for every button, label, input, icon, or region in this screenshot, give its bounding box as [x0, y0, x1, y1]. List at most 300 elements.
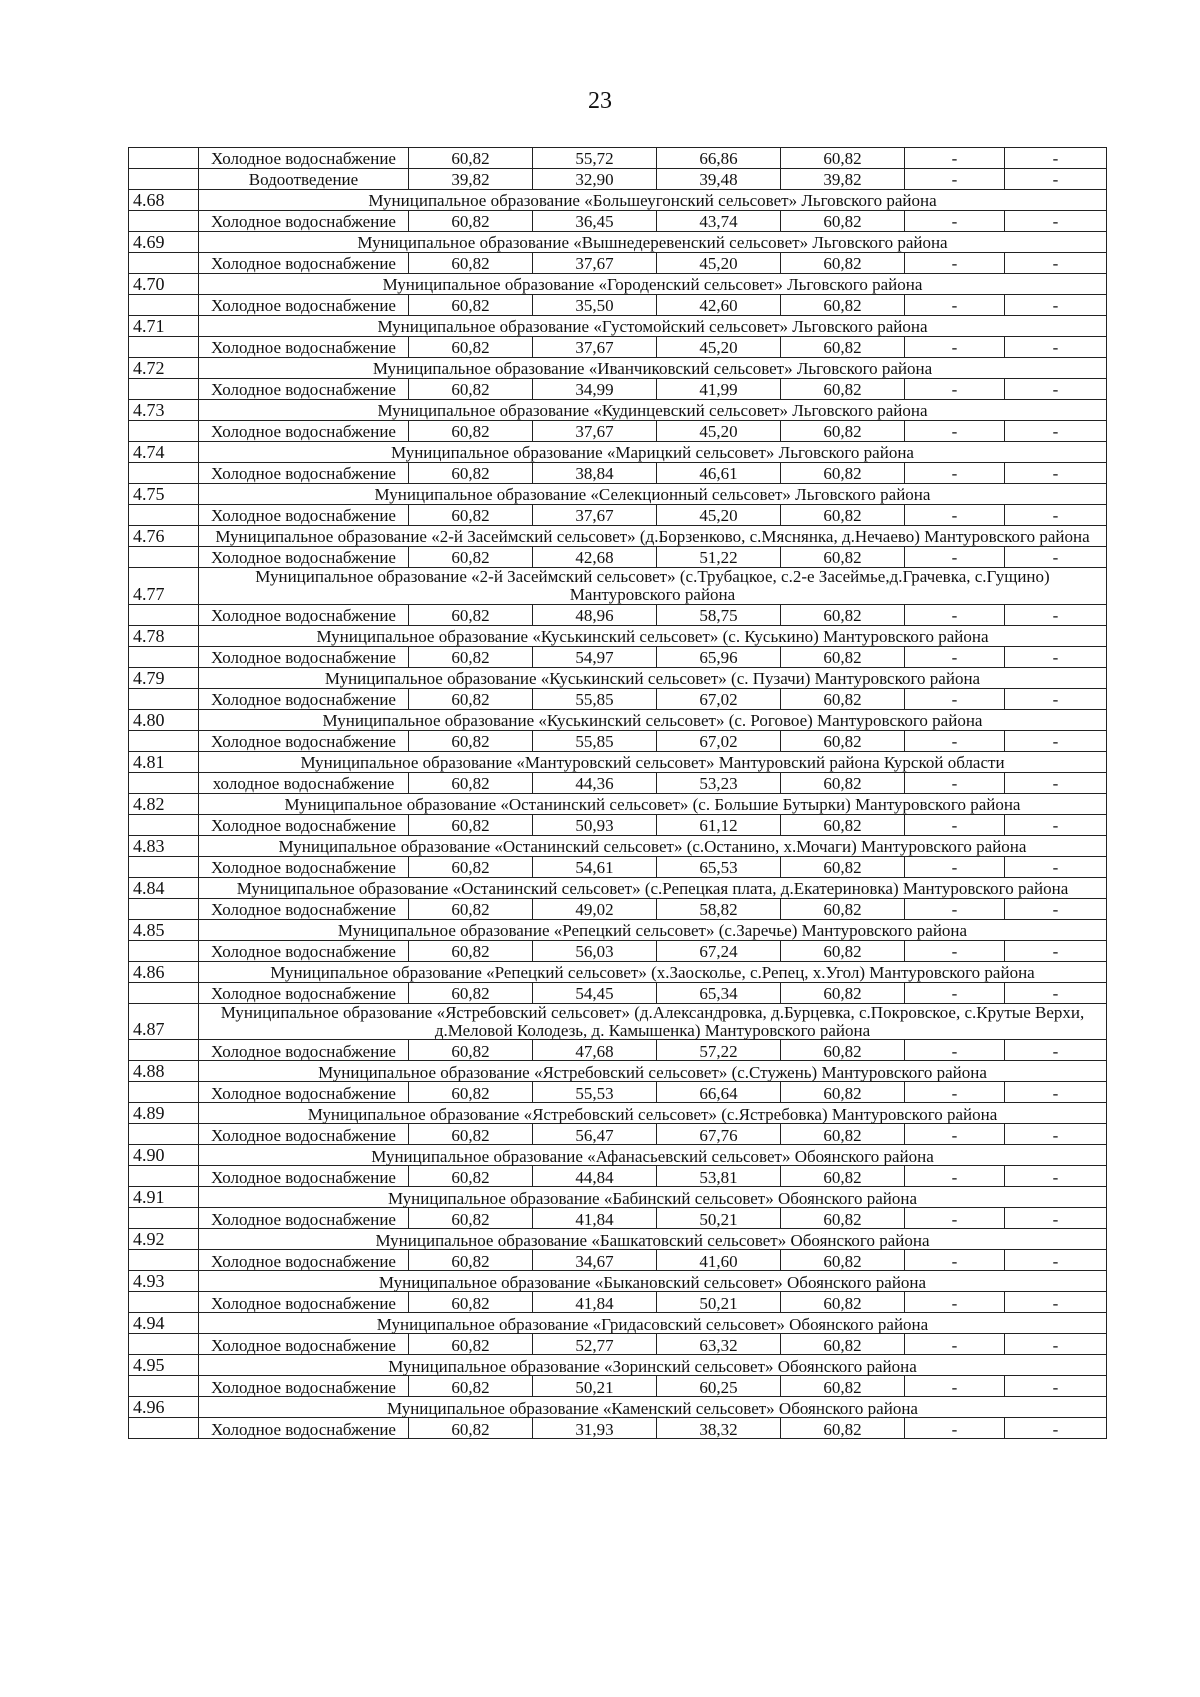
service-label: Холодное водоснабжение [199, 1208, 409, 1229]
service-label: Холодное водоснабжение [199, 1082, 409, 1103]
section-row [129, 190, 1107, 211]
tariff-value: 60,82 [781, 148, 905, 169]
empty-value: - [905, 982, 1005, 1003]
empty-value: - [1005, 1250, 1107, 1271]
row-number: 4.85 [129, 919, 199, 940]
empty-value: - [1005, 688, 1107, 709]
tariff-value: 37,67 [533, 337, 657, 358]
row-number: 4.70 [129, 274, 199, 295]
tariff-value: 41,84 [533, 1208, 657, 1229]
service-row [129, 463, 1107, 484]
tariff-value: 60,82 [409, 940, 533, 961]
empty-value: - [1005, 772, 1107, 793]
tariff-value: 67,24 [657, 940, 781, 961]
section-title: Муниципальное образование «Афанасьевский сельсовет» Обоянского района [199, 1145, 1107, 1166]
tariff-value: 47,68 [533, 1040, 657, 1061]
empty-value: - [1005, 169, 1107, 190]
row-number [129, 169, 199, 190]
section-title: Муниципальное образование «Большеугонский сельсовет» Льговского района [199, 190, 1107, 211]
tariff-value: 60,82 [781, 1166, 905, 1187]
service-label: Холодное водоснабжение [199, 379, 409, 400]
tariff-value: 54,45 [533, 982, 657, 1003]
empty-value: - [905, 505, 1005, 526]
service-label: Холодное водоснабжение [199, 898, 409, 919]
tariff-value: 50,21 [657, 1292, 781, 1313]
tariff-value: 65,34 [657, 982, 781, 1003]
row-number [129, 772, 199, 793]
empty-value: - [905, 379, 1005, 400]
section-title: Муниципальное образование «Куськинский сельсовет» (с. Пузачи) Мантуровского района [199, 667, 1107, 688]
empty-value: - [905, 211, 1005, 232]
section-row [129, 1003, 1107, 1040]
tariff-value: 60,82 [409, 856, 533, 877]
tariff-value: 60,82 [409, 547, 533, 568]
tariff-value: 60,82 [781, 856, 905, 877]
tariff-value: 48,96 [533, 604, 657, 625]
tariff-value: 60,82 [781, 505, 905, 526]
section-title: Муниципальное образование «Каменский сельсовет» Обоянского района [199, 1397, 1107, 1418]
row-number: 4.80 [129, 709, 199, 730]
service-label: Холодное водоснабжение [199, 421, 409, 442]
tariff-value: 66,64 [657, 1082, 781, 1103]
row-number: 4.82 [129, 793, 199, 814]
row-number: 4.72 [129, 358, 199, 379]
tariff-value: 37,67 [533, 421, 657, 442]
row-number: 4.73 [129, 400, 199, 421]
service-row [129, 688, 1107, 709]
row-number [129, 604, 199, 625]
empty-value: - [905, 1166, 1005, 1187]
service-label: Холодное водоснабжение [199, 856, 409, 877]
section-title: Муниципальное образование «Останинский сельсовет» (с.Останино, х.Мочаги) Мантуровского района [199, 835, 1107, 856]
table-body [129, 148, 1107, 1439]
tariff-value: 60,82 [781, 1292, 905, 1313]
service-row [129, 1208, 1107, 1229]
service-label: Холодное водоснабжение [199, 688, 409, 709]
row-number [129, 505, 199, 526]
tariff-value: 61,12 [657, 814, 781, 835]
row-number [129, 148, 199, 169]
tariff-value: 56,47 [533, 1124, 657, 1145]
tariff-value: 45,20 [657, 337, 781, 358]
tariff-value: 52,77 [533, 1334, 657, 1355]
empty-value: - [905, 772, 1005, 793]
tariff-value: 41,60 [657, 1250, 781, 1271]
row-number: 4.81 [129, 751, 199, 772]
service-row [129, 1166, 1107, 1187]
row-number [129, 1292, 199, 1313]
tariff-value: 60,82 [409, 1250, 533, 1271]
tariff-value: 58,75 [657, 604, 781, 625]
tariff-value: 60,82 [409, 337, 533, 358]
section-row [129, 400, 1107, 421]
service-row [129, 982, 1107, 1003]
empty-value: - [1005, 1334, 1107, 1355]
row-number [129, 1250, 199, 1271]
tariff-value: 60,82 [409, 730, 533, 751]
service-label: Холодное водоснабжение [199, 463, 409, 484]
empty-value: - [1005, 1208, 1107, 1229]
tariff-value: 37,67 [533, 505, 657, 526]
service-label: Холодное водоснабжение [199, 337, 409, 358]
tariff-value: 60,82 [409, 646, 533, 667]
tariff-value: 67,76 [657, 1124, 781, 1145]
service-row [129, 814, 1107, 835]
tariff-value: 53,23 [657, 772, 781, 793]
service-row [129, 295, 1107, 316]
tariff-value: 60,82 [781, 463, 905, 484]
service-row [129, 1040, 1107, 1061]
service-label: Холодное водоснабжение [199, 814, 409, 835]
tariff-value: 54,97 [533, 646, 657, 667]
section-title: Муниципальное образование «Густомойский сельсовет» Льговского района [199, 316, 1107, 337]
tariff-value: 60,82 [409, 1292, 533, 1313]
row-number: 4.87 [129, 1003, 199, 1040]
tariff-value: 38,84 [533, 463, 657, 484]
tariff-value: 58,82 [657, 898, 781, 919]
tariff-value: 60,82 [781, 772, 905, 793]
tariff-value: 60,82 [781, 547, 905, 568]
tariff-value: 66,86 [657, 148, 781, 169]
row-number [129, 1334, 199, 1355]
tariff-value: 50,21 [533, 1376, 657, 1397]
tariff-value: 60,82 [409, 814, 533, 835]
service-label: Холодное водоснабжение [199, 1292, 409, 1313]
tariff-value: 37,67 [533, 253, 657, 274]
row-number: 4.77 [129, 568, 199, 605]
page-number: 23 [588, 88, 612, 114]
empty-value: - [1005, 1040, 1107, 1061]
row-number: 4.83 [129, 835, 199, 856]
tariff-value: 56,03 [533, 940, 657, 961]
tariff-value: 60,82 [409, 1166, 533, 1187]
tariff-value: 60,82 [781, 982, 905, 1003]
row-number [129, 547, 199, 568]
service-row [129, 1082, 1107, 1103]
row-number: 4.95 [129, 1355, 199, 1376]
service-label: Холодное водоснабжение [199, 604, 409, 625]
empty-value: - [1005, 547, 1107, 568]
empty-value: - [1005, 253, 1107, 274]
row-number: 4.69 [129, 232, 199, 253]
empty-value: - [1005, 1124, 1107, 1145]
empty-value: - [1005, 1418, 1107, 1439]
empty-value: - [905, 463, 1005, 484]
tariff-value: 60,82 [781, 814, 905, 835]
tariff-value: 38,32 [657, 1418, 781, 1439]
tariff-value: 45,20 [657, 253, 781, 274]
section-row [129, 1355, 1107, 1376]
tariff-value: 60,82 [409, 1040, 533, 1061]
row-number [129, 463, 199, 484]
section-row [129, 793, 1107, 814]
tariff-value: 54,61 [533, 856, 657, 877]
service-row [129, 253, 1107, 274]
empty-value: - [905, 1376, 1005, 1397]
section-title: Муниципальное образование «Мантуровский сельсовет» Мантуровский района Курской области [199, 751, 1107, 772]
section-title: Муниципальное образование «2-й Засеймский сельсовет» (с.Трубацкое, с.2-е Засеймье,д.Грачевка, с.Гущино) Мантуровского района [199, 568, 1107, 605]
empty-value: - [905, 1334, 1005, 1355]
row-number [129, 898, 199, 919]
service-label: Холодное водоснабжение [199, 1124, 409, 1145]
empty-value: - [1005, 646, 1107, 667]
tariff-value: 39,82 [409, 169, 533, 190]
row-number: 4.79 [129, 667, 199, 688]
tariff-value: 60,82 [409, 982, 533, 1003]
service-label: Холодное водоснабжение [199, 547, 409, 568]
section-row [129, 232, 1107, 253]
section-row [129, 1061, 1107, 1082]
empty-value: - [905, 169, 1005, 190]
service-label: Холодное водоснабжение [199, 1418, 409, 1439]
tariff-value: 55,53 [533, 1082, 657, 1103]
row-number: 4.92 [129, 1229, 199, 1250]
tariff-value: 60,82 [781, 1376, 905, 1397]
service-label: Холодное водоснабжение [199, 982, 409, 1003]
section-title: Муниципальное образование «Селекционный сельсовет» Льговского района [199, 484, 1107, 505]
tariff-value: 65,53 [657, 856, 781, 877]
tariff-value: 60,82 [409, 1208, 533, 1229]
tariff-value: 55,72 [533, 148, 657, 169]
row-number [129, 688, 199, 709]
tariff-value: 60,82 [781, 646, 905, 667]
service-row [129, 1124, 1107, 1145]
section-row [129, 316, 1107, 337]
tariff-value: 60,82 [781, 1208, 905, 1229]
row-number: 4.89 [129, 1103, 199, 1124]
section-title: Муниципальное образование «Иванчиковский сельсовет» Льговского района [199, 358, 1107, 379]
service-label: Холодное водоснабжение [199, 1166, 409, 1187]
tariff-value: 34,67 [533, 1250, 657, 1271]
row-number: 4.75 [129, 484, 199, 505]
section-title: Муниципальное образование «Кудинцевский сельсовет» Льговского района [199, 400, 1107, 421]
tariff-value: 41,84 [533, 1292, 657, 1313]
row-number [129, 337, 199, 358]
service-label: Холодное водоснабжение [199, 253, 409, 274]
empty-value: - [905, 421, 1005, 442]
empty-value: - [1005, 856, 1107, 877]
section-row [129, 1145, 1107, 1166]
row-number: 4.94 [129, 1313, 199, 1334]
section-title: Муниципальное образование «Быкановский сельсовет» Обоянского района [199, 1271, 1107, 1292]
row-number: 4.90 [129, 1145, 199, 1166]
tariff-value: 60,82 [781, 421, 905, 442]
section-title: Муниципальное образование «Марицкий сельсовет» Льговского района [199, 442, 1107, 463]
section-title: Муниципальное образование «Городенский сельсовет» Льговского района [199, 274, 1107, 295]
tariff-value: 50,21 [657, 1208, 781, 1229]
service-row [129, 421, 1107, 442]
empty-value: - [1005, 1376, 1107, 1397]
row-number [129, 982, 199, 1003]
tariff-value: 60,82 [409, 1124, 533, 1145]
service-row [129, 940, 1107, 961]
service-row [129, 547, 1107, 568]
tariff-value: 44,84 [533, 1166, 657, 1187]
tariff-value: 60,82 [409, 1376, 533, 1397]
row-number [129, 253, 199, 274]
tariff-value: 45,20 [657, 505, 781, 526]
tariff-value: 60,82 [409, 604, 533, 625]
row-number [129, 1376, 199, 1397]
empty-value: - [905, 295, 1005, 316]
row-number [129, 421, 199, 442]
section-row [129, 1397, 1107, 1418]
tariff-value: 60,82 [409, 253, 533, 274]
row-number [129, 1124, 199, 1145]
empty-value: - [905, 898, 1005, 919]
empty-value: - [905, 1250, 1005, 1271]
row-number [129, 211, 199, 232]
row-number: 4.88 [129, 1061, 199, 1082]
section-title: Муниципальное образование «2-й Засеймский сельсовет» (д.Борзенково, с.Мяснянка, д.Нечаево) Мантуровского района [199, 526, 1107, 547]
row-number: 4.84 [129, 877, 199, 898]
section-title: Муниципальное образование «Репецкий сельсовет» (с.Заречье) Мантуровского района [199, 919, 1107, 940]
row-number: 4.76 [129, 526, 199, 547]
tariff-value: 60,82 [781, 1040, 905, 1061]
section-row [129, 961, 1107, 982]
section-row [129, 667, 1107, 688]
service-row [129, 1292, 1107, 1313]
service-row [129, 1376, 1107, 1397]
section-row [129, 709, 1107, 730]
empty-value: - [1005, 940, 1107, 961]
empty-value: - [905, 856, 1005, 877]
tariff-value: 43,74 [657, 211, 781, 232]
section-title: Муниципальное образование «Ястребовский сельсовет» (с.Ястребовка) Мантуровского района [199, 1103, 1107, 1124]
tariff-value: 57,22 [657, 1040, 781, 1061]
tariff-value: 60,82 [409, 463, 533, 484]
service-row [129, 337, 1107, 358]
tariff-value: 60,82 [409, 211, 533, 232]
service-row [129, 211, 1107, 232]
tariff-value: 60,82 [781, 1124, 905, 1145]
row-number: 4.93 [129, 1271, 199, 1292]
section-row [129, 835, 1107, 856]
empty-value: - [905, 547, 1005, 568]
row-number [129, 1166, 199, 1187]
tariff-value: 50,93 [533, 814, 657, 835]
empty-value: - [905, 688, 1005, 709]
section-row [129, 1313, 1107, 1334]
tariff-value: 60,82 [409, 295, 533, 316]
service-row [129, 730, 1107, 751]
row-number [129, 646, 199, 667]
section-title: Муниципальное образование «Ястребовский сельсовет» (д.Александровка, д.Бурцевка, с.Покровское, с.Крутые Верхи, д.Меловой Колодезь, д. Камышенка) Мантуровского района [199, 1003, 1107, 1040]
empty-value: - [1005, 1292, 1107, 1313]
tariff-value: 49,02 [533, 898, 657, 919]
row-number [129, 856, 199, 877]
empty-value: - [1005, 505, 1107, 526]
row-number: 4.86 [129, 961, 199, 982]
empty-value: - [905, 1124, 1005, 1145]
tariff-value: 55,85 [533, 730, 657, 751]
section-title: Муниципальное образование «Башкатовский сельсовет» Обоянского района [199, 1229, 1107, 1250]
tariff-value: 60,82 [409, 772, 533, 793]
row-number [129, 1208, 199, 1229]
service-label: Холодное водоснабжение [199, 940, 409, 961]
tariff-value: 60,82 [781, 1082, 905, 1103]
tariff-value: 60,82 [781, 688, 905, 709]
section-row [129, 1271, 1107, 1292]
tariff-value: 65,96 [657, 646, 781, 667]
tariff-table [128, 147, 1107, 1439]
tariff-value: 34,99 [533, 379, 657, 400]
service-row [129, 898, 1107, 919]
tariff-value: 45,20 [657, 421, 781, 442]
tariff-value: 42,68 [533, 547, 657, 568]
section-row [129, 1229, 1107, 1250]
tariff-value: 44,36 [533, 772, 657, 793]
section-row [129, 442, 1107, 463]
service-row [129, 379, 1107, 400]
row-number: 4.74 [129, 442, 199, 463]
empty-value: - [905, 1292, 1005, 1313]
empty-value: - [905, 604, 1005, 625]
row-number [129, 1418, 199, 1439]
row-number [129, 940, 199, 961]
tariff-value: 60,82 [409, 379, 533, 400]
row-number: 4.68 [129, 190, 199, 211]
service-row [129, 772, 1107, 793]
tariff-value: 60,82 [781, 1418, 905, 1439]
tariff-value: 46,61 [657, 463, 781, 484]
empty-value: - [1005, 463, 1107, 484]
section-row [129, 358, 1107, 379]
section-row [129, 877, 1107, 898]
tariff-value: 31,93 [533, 1418, 657, 1439]
service-label: Холодное водоснабжение [199, 1334, 409, 1355]
section-row [129, 1187, 1107, 1208]
service-row [129, 1334, 1107, 1355]
empty-value: - [905, 1418, 1005, 1439]
empty-value: - [905, 148, 1005, 169]
tariff-value: 51,22 [657, 547, 781, 568]
section-row [129, 625, 1107, 646]
tariff-value: 60,82 [409, 421, 533, 442]
service-label: Водоотведение [199, 169, 409, 190]
tariff-value: 60,25 [657, 1376, 781, 1397]
empty-value: - [905, 814, 1005, 835]
tariff-value: 60,82 [781, 379, 905, 400]
section-title: Муниципальное образование «Останинский сельсовет» (с. Большие Бутырки) Мантуровского района [199, 793, 1107, 814]
tariff-value: 60,82 [409, 1418, 533, 1439]
empty-value: - [1005, 1082, 1107, 1103]
service-row [129, 1418, 1107, 1439]
tariff-value: 60,82 [781, 940, 905, 961]
section-row [129, 919, 1107, 940]
tariff-value: 36,45 [533, 211, 657, 232]
section-title: Муниципальное образование «Куськинский сельсовет» (с. Роговое) Мантуровского района [199, 709, 1107, 730]
service-row [129, 1250, 1107, 1271]
tariff-value: 67,02 [657, 688, 781, 709]
tariff-value: 60,82 [781, 337, 905, 358]
row-number [129, 379, 199, 400]
tariff-value: 53,81 [657, 1166, 781, 1187]
tariff-value: 60,82 [781, 898, 905, 919]
service-row [129, 505, 1107, 526]
service-row [129, 856, 1107, 877]
section-title: Муниципальное образование «Гридасовский сельсовет» Обоянского района [199, 1313, 1107, 1334]
service-row [129, 148, 1107, 169]
service-row [129, 169, 1107, 190]
section-title: Муниципальное образование «Вышнедеревенский сельсовет» Льговского района [199, 232, 1107, 253]
tariff-value: 60,82 [781, 211, 905, 232]
section-title: Муниципальное образование «Репецкий сельсовет» (х.Заосколье, с.Репец, х.Угол) Мантуровского района [199, 961, 1107, 982]
service-label: Холодное водоснабжение [199, 211, 409, 232]
section-row [129, 1103, 1107, 1124]
section-title: Муниципальное образование «Останинский сельсовет» (с.Репецкая плата, д.Екатериновка) Мантуровского района [199, 877, 1107, 898]
empty-value: - [1005, 898, 1107, 919]
